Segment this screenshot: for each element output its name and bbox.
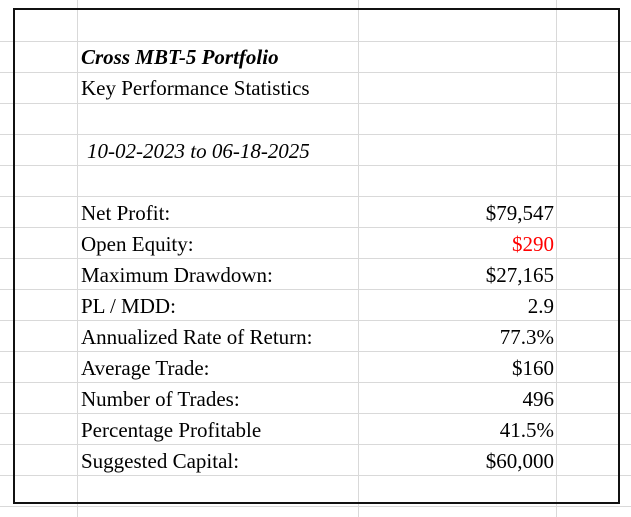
stat-label-percentage-profitable[interactable]: Percentage Profitable [81, 418, 262, 442]
stat-label-pl-mdd[interactable]: PL / MDD: [81, 294, 176, 318]
stat-value-net-profit[interactable]: $79,547 [485, 201, 554, 225]
stat-label-average-trade[interactable]: Average Trade: [81, 356, 210, 380]
stat-label-net-profit[interactable]: Net Profit: [81, 201, 171, 225]
stat-value-max-drawdown[interactable]: $27,165 [485, 263, 554, 287]
stat-value-average-trade[interactable]: $160 [512, 356, 554, 380]
page-title[interactable]: Cross MBT-5 Portfolio [81, 45, 279, 69]
stat-label-max-drawdown[interactable]: Maximum Drawdown: [81, 263, 273, 287]
stat-value-suggested-capital[interactable]: $60,000 [485, 449, 554, 473]
stat-label-number-of-trades[interactable]: Number of Trades: [81, 387, 240, 411]
stat-value-open-equity[interactable]: $290 [512, 232, 554, 256]
stat-label-open-equity[interactable]: Open Equity: [81, 232, 194, 256]
stat-value-number-of-trades[interactable]: 496 [522, 387, 554, 411]
page-subtitle[interactable]: Key Performance Statistics [81, 76, 310, 100]
stat-value-percentage-profitable[interactable]: 41.5% [499, 418, 554, 442]
stat-value-annualized-return[interactable]: 77.3% [499, 325, 554, 349]
stat-label-annualized-return[interactable]: Annualized Rate of Return: [81, 325, 313, 349]
stat-label-suggested-capital[interactable]: Suggested Capital: [81, 449, 240, 473]
row-line [0, 506, 631, 507]
stat-value-pl-mdd[interactable]: 2.9 [527, 294, 554, 318]
date-range[interactable]: 10-02-2023 to 06-18-2025 [87, 139, 310, 163]
